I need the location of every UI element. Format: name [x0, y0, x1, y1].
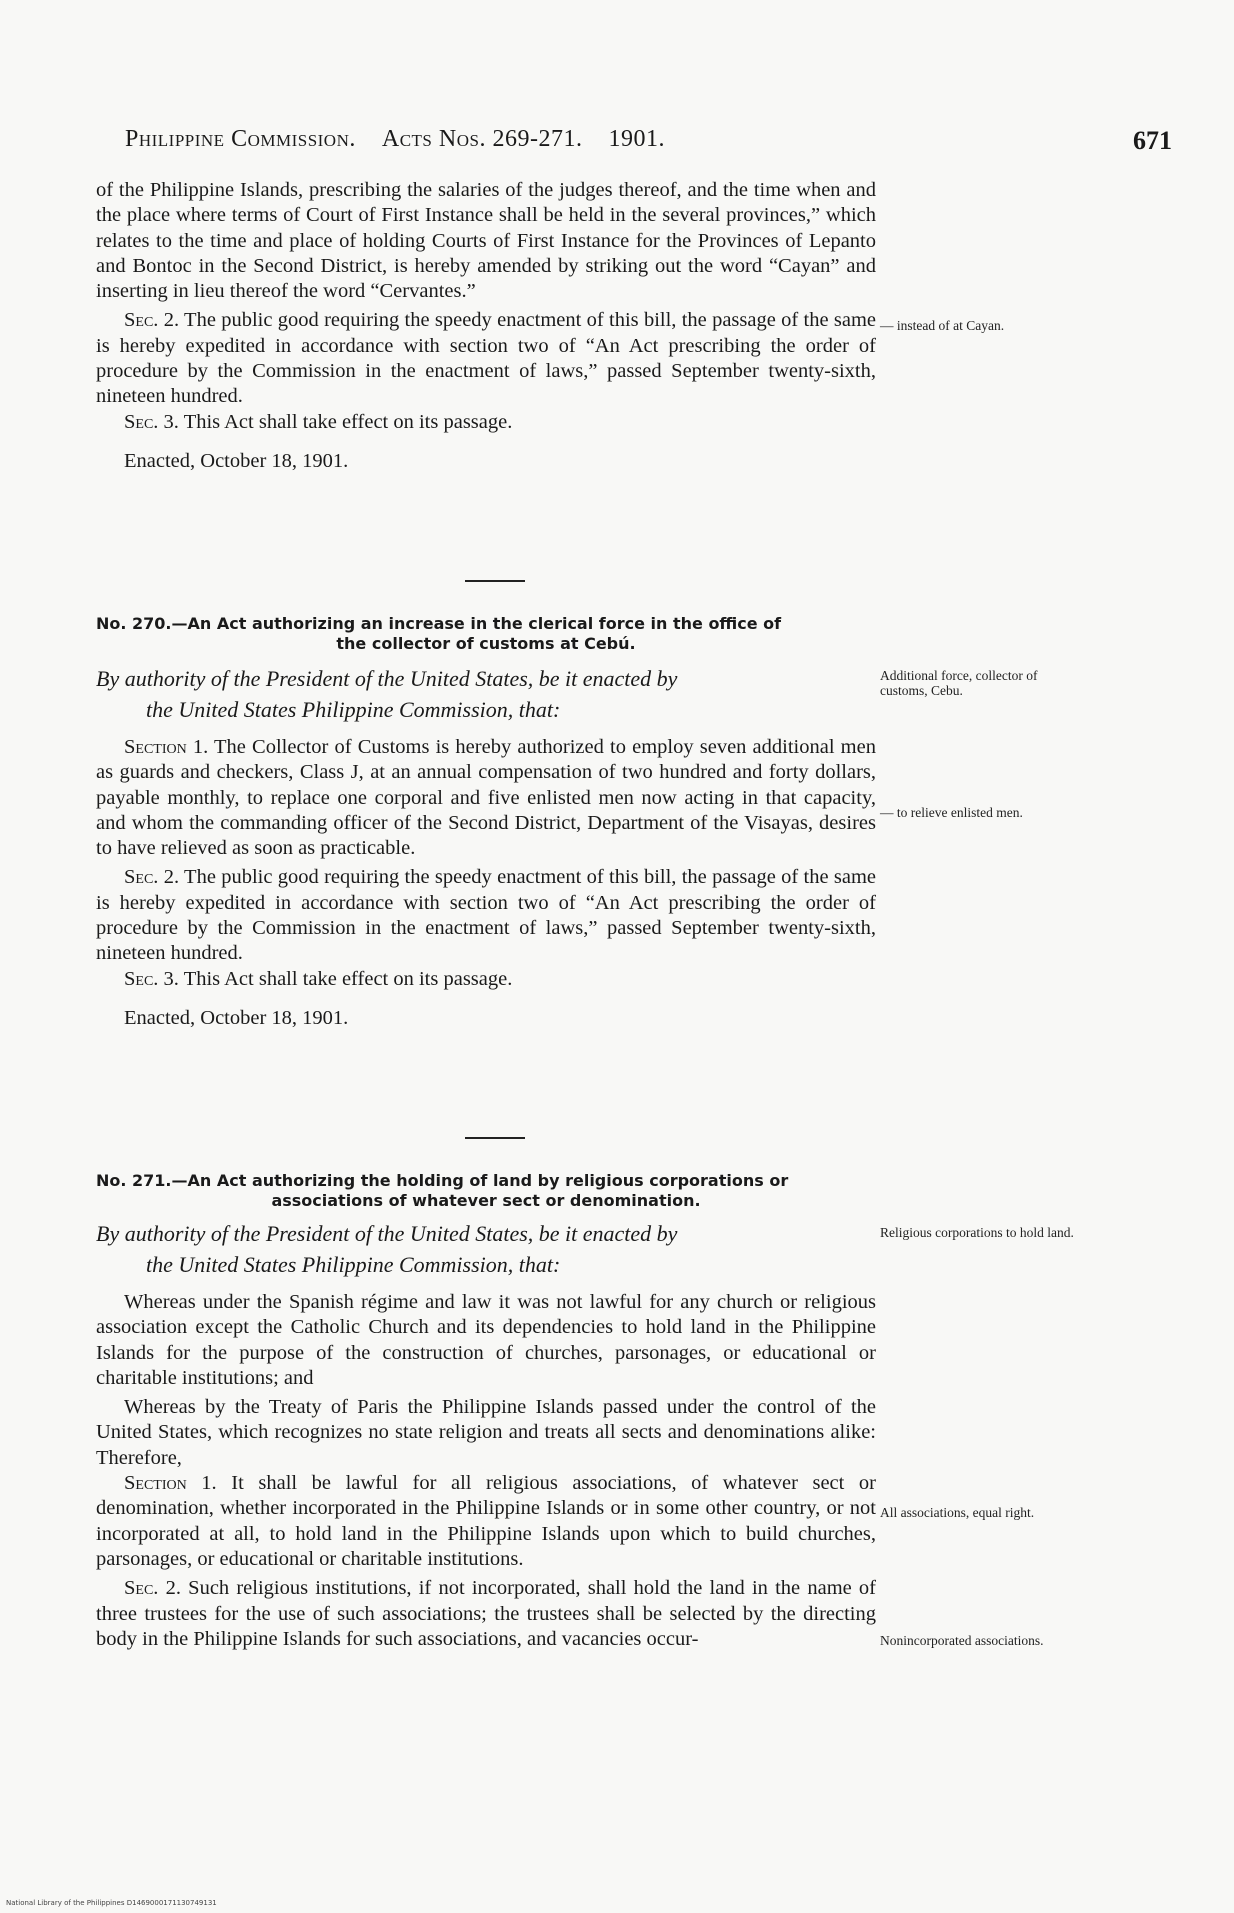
act-title-line: the collector of customs at Cebú. [336, 634, 636, 653]
section-label: Sec. 3. [124, 967, 179, 990]
act-title-line: No. 271.—An Act authorizing the holding of land by religious corporations or [96, 1171, 789, 1190]
margin-note-cayan: — instead of at Cayan. [880, 318, 1005, 333]
section-text: It shall be lawful for all religious associations, of whatever sect or denomination, whether incorporated in the Philippine Islands or in some other country, or not incorporated at all, to hold land in the Philippine Islands upon which to build churches, parsonages, or educational or charitable institutions. [96, 1472, 877, 1570]
enacting-clause-line: By authority of the President of the United States, be it enacted by [96, 1221, 678, 1246]
section-text: Such religious institutions, if not incorporated, shall hold the land in the name of three trustees for the use of such associations; the trustees shall be selected by the directing body in the Philippine Islands for such associations, and vacancies occur- [96, 1577, 876, 1650]
header-year: 1901. [608, 126, 665, 152]
margin-note-religious-corporations: Religious corporations to hold land. [880, 1225, 1074, 1240]
enacting-clause-line: By authority of the President of the United States, be it enacted by [96, 666, 678, 691]
section-text: This Act shall take effect on its passage. [183, 410, 513, 433]
section-text: The public good requiring the speedy enactment of this bill, the passage of the same is hereby expedited in accordance with section two of “An Act prescribing the order of procedure by the Commission in the enactment of laws,” passed September twenty-sixth, nineteen hundred. [96, 309, 876, 408]
section-label: Section 1. [124, 1472, 217, 1495]
page-number: 671 [1133, 126, 1172, 155]
running-header [125, 126, 885, 153]
section-label: Sec. 2. [124, 866, 180, 889]
enacting-clause-line: the United States Philippine Commission, that: [146, 697, 561, 722]
section-label: Section 1. [124, 736, 209, 758]
act-title-line: associations of whatever sect or denomination. [271, 1191, 701, 1210]
act-269-section-3 [96, 410, 876, 435]
act-269-enacted: Enacted, October 18, 1901. [124, 449, 349, 472]
section-text: The Collector of Customs is hereby authorized to employ seven additional men as guards and checkers, Class J, at an annual compensation of two hundred and forty dollars, payable monthly, to replace one corporal and five enlisted men now acting in that capacity, and whom the commanding officer of the Second District, Department of the Visayas, desires to have relieved as soon as practicable. [96, 736, 876, 860]
act-title-line: No. 270.—An Act authorizing an increase in the clerical force in the office of [96, 614, 782, 633]
section-divider [465, 580, 525, 582]
margin-note-relieve-enlisted: — to relieve enlisted men. [880, 805, 1023, 820]
margin-note-all-associations: All associations, equal right. [880, 1505, 1035, 1520]
act-271-section-2 [96, 1576, 876, 1652]
act-270-section-3 [96, 967, 876, 992]
act-271-enacting-clause [96, 1218, 876, 1280]
margin-note-additional-force: Additional force, collector of customs, Cebu. [880, 668, 1038, 698]
section-label: Sec. 3. [124, 410, 179, 433]
act-269-continuation [96, 178, 876, 474]
act-269-paragraph: of the Philippine Islands, prescribing the salaries of the judges thereof, and the time when and the place where terms of Court of First Instance shall be held in the several provinces,” which relates to the time and place of holding Courts of First Instance for the Provinces of Lepanto and Bontoc in the Second District, is hereby amended by striking out the word “Cayan” and inserting in lieu thereof the word “Cervantes.” [96, 179, 876, 303]
running-title: Philippine Commission. [125, 126, 356, 152]
act-271-title [96, 1171, 876, 1211]
section-text: The public good requiring the speedy enactment of this bill, the passage of the same is hereby expedited in accordance with section two of “An Act prescribing the order of procedure by the Commission in the enactment of laws,” passed September twenty-sixth, nineteen hundred. [96, 866, 876, 965]
section-label: Sec. 2. [124, 1577, 181, 1600]
acts-range: Acts Nos. 269-271. [381, 126, 583, 152]
act-271-whereas-2: Whereas by the Treaty of Paris the Philippine Islands passed under the control of the United States, which recognizes no state religion and treats all sects and denominations alike: Therefore, [96, 1396, 876, 1469]
act-271-whereas-1: Whereas under the Spanish régime and law it was not lawful for any church or religious association except the Catholic Church and its dependencies to hold land in the Philippine Islands for the purpose of the construction of churches, parsonages, or educational or charitable institutions; and [96, 1291, 876, 1389]
section-label: Sec. 2. [124, 309, 180, 332]
margin-note-nonincorporated: Nonincorporated associations. [880, 1633, 1044, 1648]
act-270-title [96, 614, 876, 654]
section-text: This Act shall take effect on its passage. [183, 967, 513, 990]
act-270-section-2 [96, 865, 876, 966]
scan-source-footer: National Library of the Philippines D1469000171130749131 [6, 1899, 217, 1907]
act-270-body [96, 735, 876, 1031]
act-270-enacted: Enacted, October 18, 1901. [124, 1006, 349, 1029]
act-270-section-1 [96, 735, 876, 861]
act-271-body [96, 1290, 876, 1652]
section-divider [465, 1137, 525, 1139]
enacting-clause-line: the United States Philippine Commission, that: [146, 1252, 561, 1277]
act-271-section-1 [96, 1471, 876, 1572]
act-269-section-2 [96, 308, 876, 409]
act-270-enacting-clause [96, 663, 876, 725]
